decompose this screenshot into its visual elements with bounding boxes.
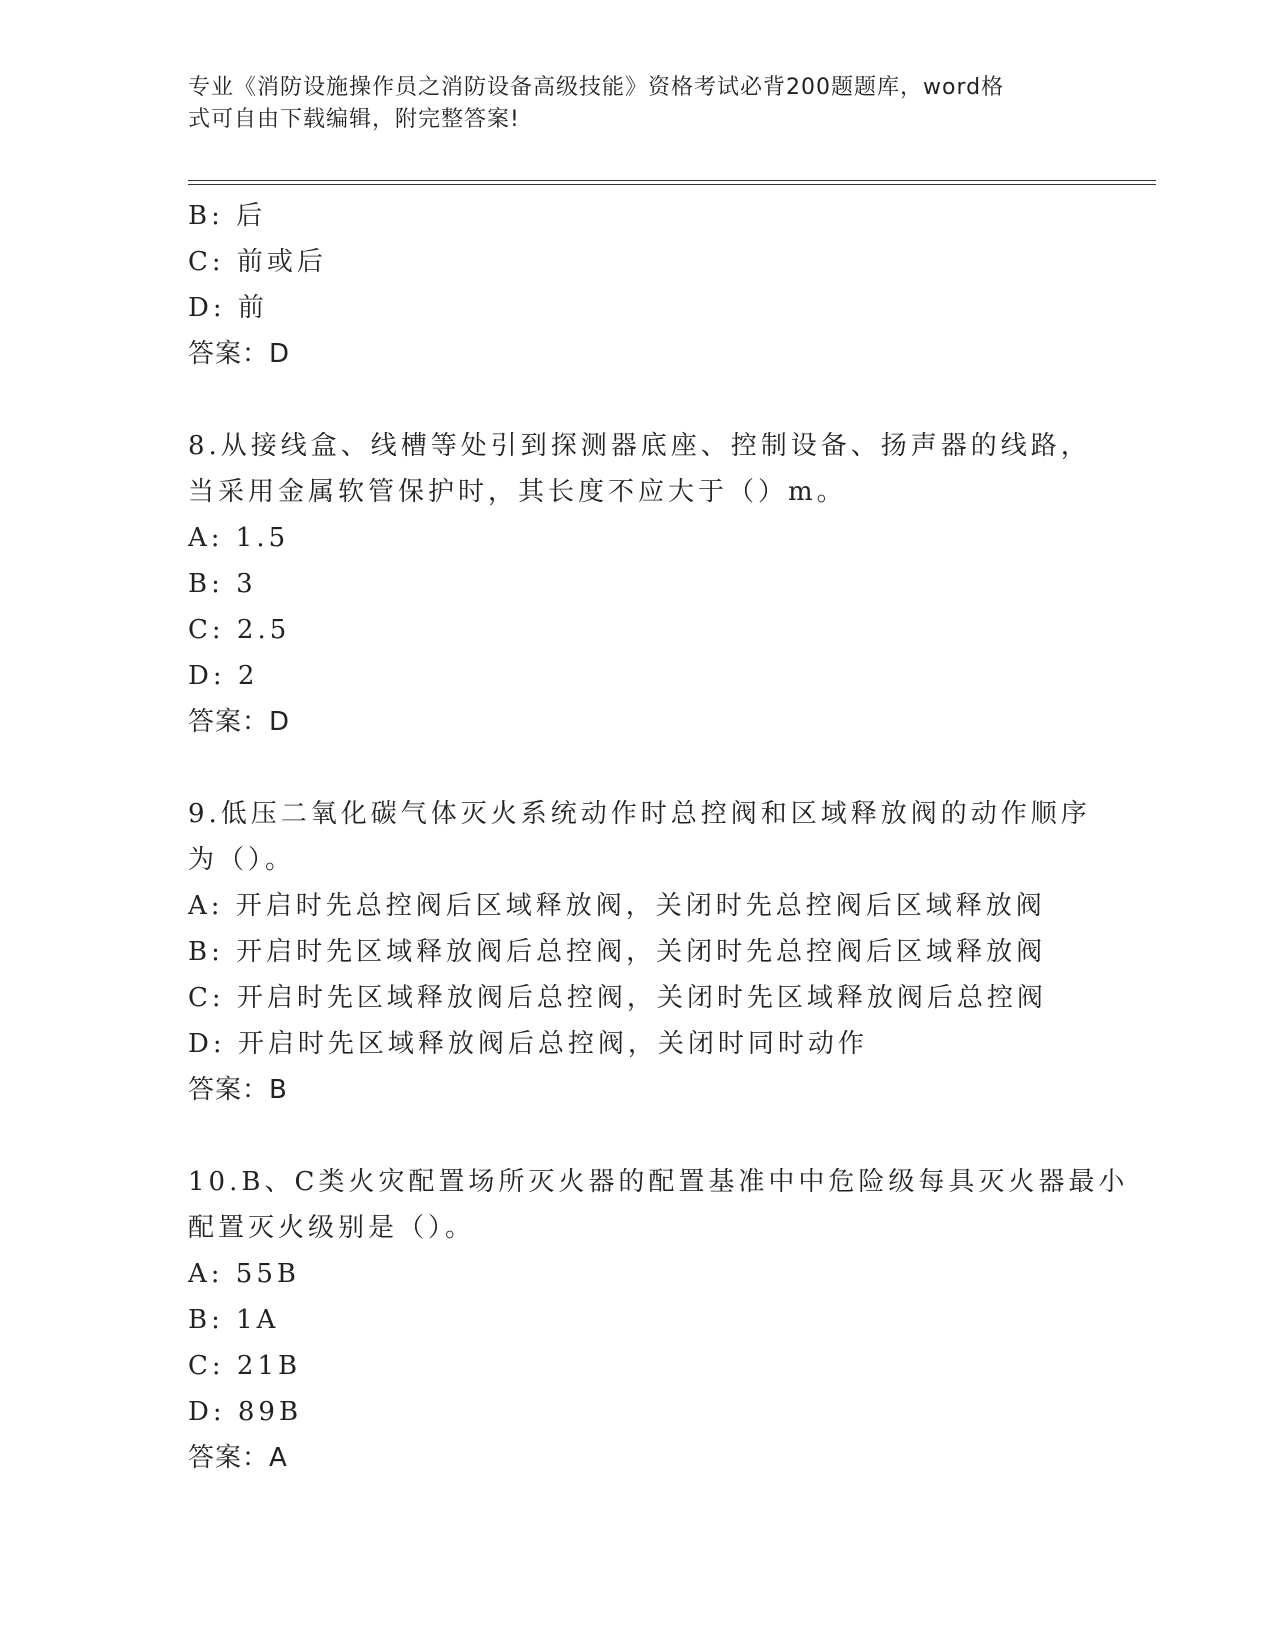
option-d: D: 开启时先区域释放阀后总控阀，关闭时同时动作	[188, 1029, 868, 1059]
answer-line	[188, 699, 1088, 745]
question-text: 配置灭火级别是（）。	[188, 1213, 476, 1243]
question-text: 10.B、C类火灾配置场所灭火器的配置基准中中危险级每具灭火器最小	[188, 1167, 1129, 1197]
question-block-10	[188, 1159, 1129, 1481]
answer-value: D	[269, 707, 291, 737]
option-b: B: 后	[188, 201, 267, 231]
option-d: D: 前	[188, 293, 268, 323]
option-d: D: 89B	[188, 1397, 303, 1427]
header-divider-bottom	[188, 184, 1156, 185]
question-block-9	[188, 791, 1091, 1113]
header-line-2: 式可自由下载编辑，附完整答案!	[188, 107, 520, 132]
question-text: 为（）。	[188, 845, 296, 875]
answer-line	[188, 1435, 1088, 1481]
answer-label: 答案：	[188, 1075, 270, 1105]
question-text: 9.低压二氧化碳气体灭火系统动作时总控阀和区域释放阀的动作顺序	[188, 799, 1091, 829]
option-d: D: 2	[188, 661, 259, 691]
header-divider-top	[188, 180, 1156, 181]
option-b: B: 开启时先区域释放阀后总控阀，关闭时先总控阀后区域释放阀	[188, 937, 1047, 967]
question-text: 8.从接线盒、线槽等处引到探测器底座、控制设备、扬声器的线路，	[188, 431, 1091, 461]
question-block-7-partial	[188, 193, 1088, 377]
answer-value: D	[269, 339, 291, 369]
answer-label: 答案：	[188, 707, 270, 737]
document-header	[188, 72, 1068, 136]
option-b: B: 3	[188, 569, 257, 599]
header-line-1: 专业《消防设施操作员之消防设备高级技能》资格考试必背200题题库，word格	[188, 75, 1005, 100]
option-c: C: 开启时先区域释放阀后总控阀，关闭时先区域释放阀后总控阀	[188, 983, 1047, 1013]
answer-label: 答案：	[188, 1443, 270, 1473]
answer-line	[188, 331, 1088, 377]
option-c: C: 2.5	[188, 615, 291, 645]
option-a: A: 55B	[188, 1259, 300, 1289]
answer-value: B	[269, 1075, 288, 1105]
question-list	[188, 193, 1129, 1481]
answer-line	[188, 1067, 1088, 1113]
answer-label: 答案：	[188, 339, 270, 369]
answer-value: A	[269, 1443, 288, 1473]
option-c: C: 21B	[188, 1351, 302, 1381]
question-text: 当采用金属软管保护时，其长度不应大于（）m。	[188, 477, 847, 507]
question-block-8	[188, 423, 1091, 745]
option-a: A: 开启时先总控阀后区域释放阀，关闭时先总控阀后区域释放阀	[188, 891, 1046, 921]
option-c: C: 前或后	[188, 247, 327, 277]
option-b: B: 1A	[188, 1305, 280, 1335]
option-a: A: 1.5	[188, 523, 290, 553]
